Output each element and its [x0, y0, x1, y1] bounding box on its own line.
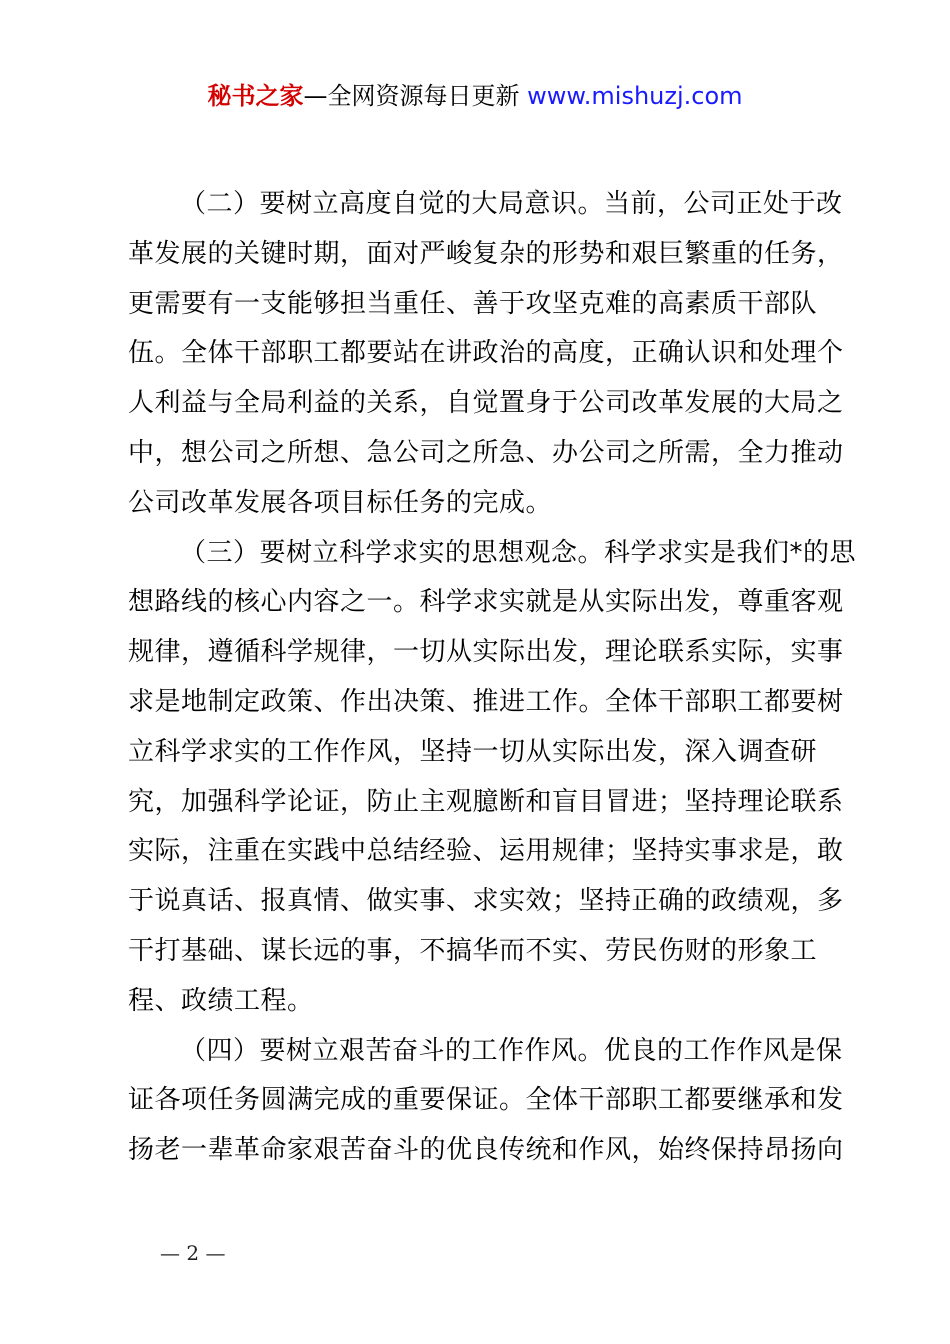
document-body: [128, 180, 858, 1176]
site-tagline: —全网资源每日更新: [303, 82, 528, 110]
paragraph-2: （二）要树立高度自觉的大局意识。当前，公司正处于改革发展的关键时期，面对严峻复杂的形势和艰巨繁重的任务，更需要有一支能够担当重任、善于攻坚克难的高素质干部队伍。全体干部职工都要站在讲政治的高度，正确认识和处理个人利益与全局利益的关系，自觉置身于公司改革发展的大局之中，想公司之所想、急公司之所急、办公司之所需，全力推动公司改革发展各项目标任务的完成。: [128, 189, 844, 518]
page-number: — 2 —: [160, 1241, 226, 1265]
paragraph-4: （四）要树立艰苦奋斗的工作作风。优良的工作作风是保证各项任务圆满完成的重要保证。全体干部职工都要继承和发扬老一辈革命家艰苦奋斗的优良传统和作风，始终保持昂扬向: [128, 1035, 844, 1166]
site-header: [0, 78, 950, 114]
site-brand: 秘书之家: [207, 82, 304, 110]
site-url-link[interactable]: www.mishuzj.com: [527, 82, 743, 110]
paragraph-3: （三）要树立科学求实的思想观念。科学求实是我们*的思想路线的核心内容之一。科学求实就是从实际出发，尊重客观规律，遵循科学规律，一切从实际出发，理论联系实际，实事求是地制定政策、作出决策、推进工作。全体干部职工都要树立科学求实的工作作风，坚持一切从实际出发，深入调查研究，加强科学论证，防止主观臆断和盲目冒进；坚持理论联系实际，注重在实践中总结经验、运用规律；坚持实事求是，敢于说真话、报真情、做实事、求实效；坚持正确的政绩观，多干打基础、谋长远的事，不搞华而不实、劳民伤财的形象工程、政绩工程。: [128, 537, 857, 1016]
